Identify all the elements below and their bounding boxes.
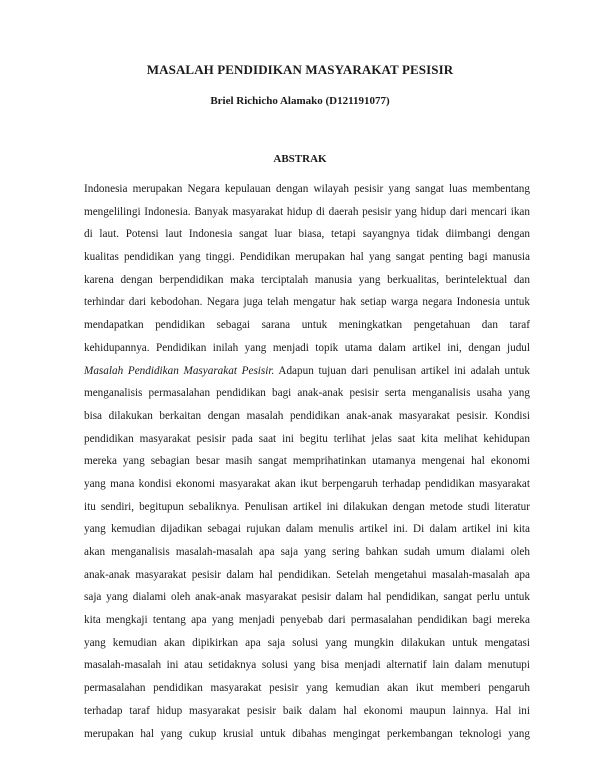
abstract-line: kehidupannya. Pendidikan inilah yang menjadi topik utama dalam artikel ini, dengan judul (84, 341, 530, 354)
abstract-line: Indonesia merupakan Negara kepulauan dengan wilayah pesisir yang sangat luas membentang (84, 183, 530, 195)
abstract-line: kita mengkaji tentang apa yang menjadi penyebab dari permasalahan pendidikan bagi mereka (84, 614, 530, 627)
abstract-line: saja yang dialami oleh anak-anak masyarakat pesisir dalam hal pendidikan, sangat perlu untuk (84, 591, 530, 604)
abstract-heading: ABSTRAK (273, 153, 327, 165)
abstract-line: yang kemudian akan dipikirkan apa saja solusi yang mungkin dilakukan untuk mengatasi (84, 636, 530, 649)
abstract-line: terhindar dari kebodohan. Negara juga telah mengatur hak setiap warga negara Indonesia untuk (84, 296, 530, 309)
abstract-line: di laut. Potensi laut Indonesia sangat luar biasa, tetapi sayangnya tidak diimbangi dengan (84, 228, 530, 241)
abstract-line: mengelilingi Indonesia. Banyak masyarakat hidup di daerah pesisir yang hidup dari mencari ikan (84, 205, 530, 218)
abstract-line: itu sendiri, begitupun sebaliknya. Penulisan artikel ini dilakukan dengan metode studi literatur (84, 500, 530, 513)
author-line: Briel Richicho Alamako (D121191077) (210, 95, 390, 107)
article-title-italic: Masalah Pendidikan Masyarakat Pesisir. (84, 364, 275, 377)
abstract-line: kualitas pendidikan yang tinggi. Pendidikan merupakan hal yang sangat penting bagi manusia (84, 251, 530, 264)
abstract-line: anak-anak masyarakat pesisir dalam hal pendidikan. Setelah mengetahui masalah-masalah apa (84, 568, 530, 581)
abstract-line: yang mana kondisi ekonomi masyarakat akan ikut berpengaruh terhadap pendidikan masyarakat (84, 477, 530, 490)
abstract-line: permasalahan pendidikan masyarakat pesisir yang kemudian akan ikut memberi pengaruh (84, 682, 530, 695)
abstract-line-with-title (84, 360, 530, 383)
abstract-line: bisa dilakukan berkaitan dengan masalah pendidikan anak-anak masyarakat pesisir. Kondisi (84, 409, 530, 422)
abstract-line: karena dengan berpendidikan maka terciptalah manusia yang berkualitas, berintelektual dan (84, 273, 530, 286)
abstract-line-rest: Adapun tujuan dari penulisan artikel ini adalah untuk (274, 364, 530, 377)
abstract-line: menganalisis permasalahan pendidikan bagi anak-anak pesisir serta menganalisis usaha yang (84, 387, 530, 400)
abstract-body (84, 178, 530, 745)
abstract-line: terhadap taraf hidup masyarakat pesisir baik dalam hal ekonomi maupun lainnya. Hal ini (84, 704, 530, 717)
abstract-line: pendidikan masyarakat pesisir pada saat ini begitu terlihat jelas saat kita melihat kehidupan (84, 432, 530, 445)
abstract-line: masalah-masalah ini atau setidaknya solusi yang bisa menjadi alternatif lain dalam menutupi (84, 659, 530, 672)
abstract-line: akan menganalisis masalah-masalah apa saja yang sering bahkan sudah umum dialami oleh (84, 546, 530, 558)
document-title: MASALAH PENDIDIKAN MASYARAKAT PESISIR (146, 62, 454, 77)
abstract-line: mendapatkan pendidikan sebagai sarana untuk meningkatkan pengetahuan dan taraf (84, 319, 530, 332)
abstract-line: mereka yang sebagian besar masih sangat memprihatinkan utamanya mengenai hal ekonomi (84, 455, 530, 468)
abstract-line: yang kemudian dijadikan sebagai rujukan dalam menulis artikel ini. Di dalam artikel ini kita (84, 523, 530, 536)
abstract-line: merupakan hal yang cukup krusial untuk dibahas mengingat perkembangan teknologi yang (84, 727, 530, 740)
